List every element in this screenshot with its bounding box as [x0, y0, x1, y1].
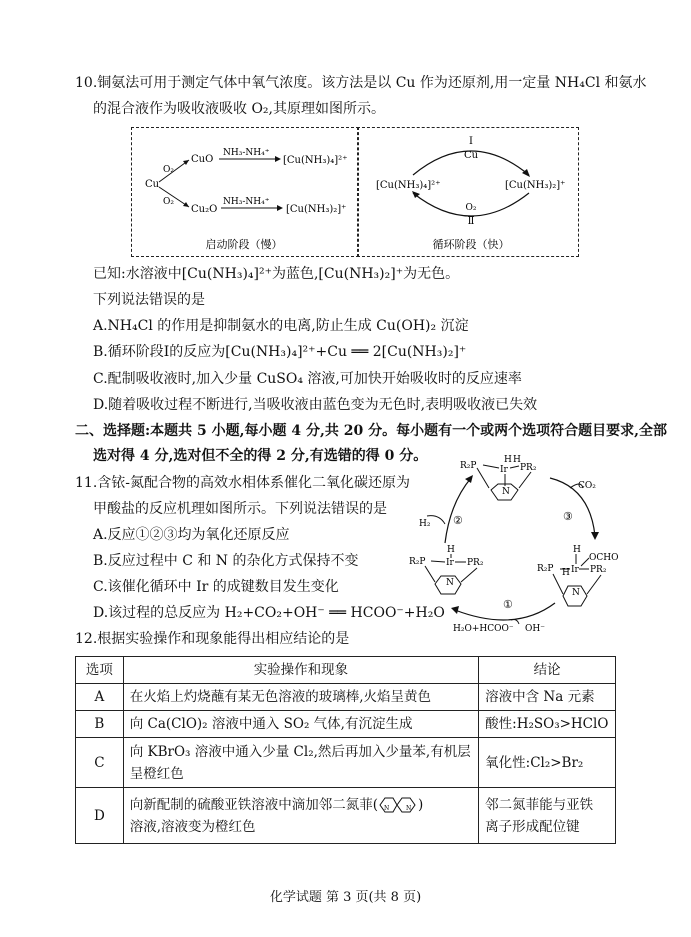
svg-text:H: H	[573, 545, 581, 555]
cu-label: Cu	[145, 179, 160, 190]
svg-text:PR₂: PR₂	[590, 565, 607, 575]
svg-text:PR₂: PR₂	[520, 463, 537, 473]
table-row: B 向 Ca(ClO)₂ 溶液中通入 SO₂ 气体,有沉淀生成 酸性:H₂SO₃>HClO	[76, 711, 616, 738]
q10-known-info: 已知:水溶液中[Cu(NH₃)₄]²⁺为蓝色,[Cu(NH₃)₂]⁺为无色。	[93, 266, 460, 282]
complex-left	[409, 545, 484, 594]
q10-option-a: A.NH₄Cl 的作用是抑制氨水的电离,防止生成 Cu(OH)₂ 沉淀	[93, 318, 469, 334]
q10-mechanism-diagram	[131, 127, 579, 257]
nh-label-top: NH₃-NH₄⁺	[223, 148, 270, 158]
q11-stem-line2: 甲酸盐的反应机理如图所示。下列说法错误的是	[93, 501, 387, 517]
cycle-cu-nh3-4: [Cu(NH₃)₄]²⁺	[376, 180, 441, 191]
q11-option-b: B.反应过程中 C 和 N 的杂化方式保持不变	[93, 553, 359, 569]
svg-text:Ir: Ir	[571, 565, 579, 575]
svg-text:H: H	[513, 455, 521, 465]
step3-marker: ③	[563, 510, 573, 523]
h2-label: H₂	[419, 519, 431, 529]
start-stage-caption: 启动阶段（慢）	[205, 238, 283, 251]
table-row: A 在火焰上灼烧蘸有某无色溶液的玻璃棒,火焰呈黄色 溶液中含 Na 元素	[76, 684, 616, 711]
co2-label: CO₂	[578, 481, 596, 491]
cu-nh3-2-complex: [Cu(NH₃)₂]⁺	[286, 204, 347, 215]
step1-marker: ①	[503, 598, 513, 611]
oh-label: OH⁻	[525, 624, 545, 634]
q11-catalytic-cycle-diagram	[405, 448, 620, 638]
o2-label-top: O₂	[163, 165, 174, 175]
phenanthroline-structure-icon	[378, 795, 418, 815]
svg-text:N: N	[502, 487, 510, 497]
cu2o-label: Cu₂O	[191, 204, 218, 215]
header-option: 选项	[76, 657, 124, 684]
arrow-step2	[445, 478, 471, 543]
cu-nh3-4-complex: [Cu(NH₃)₄]²⁺	[283, 155, 348, 166]
section2-heading-line1: 二、选择题:本题共 5 小题,每小题 4 分,共 20 分。每小题有一个或两个选项符合题目要求,全部	[75, 423, 667, 439]
header-operation: 实验操作和现象	[123, 657, 478, 684]
page-footer: 化学试题 第 3 页(共 8 页)	[269, 890, 422, 905]
section2-heading-line2: 选对得 4 分,选对但不全的得 2 分,有选错的得 0 分。	[93, 448, 428, 464]
cu-reagent: Cu	[463, 150, 479, 161]
q10-option-d: D.随着吸收过程不断进行,当吸收液由蓝色变为无色时,表明吸收液已失效	[93, 397, 538, 413]
svg-text:H: H	[447, 545, 455, 555]
svg-text:N: N	[384, 805, 390, 812]
complex-right	[537, 545, 619, 606]
q12-stem: 12.根据实验操作和现象能得出相应结论的是	[75, 631, 350, 647]
nh-label-bottom: NH₃-NH₄⁺	[223, 197, 270, 207]
svg-text:R₂P: R₂P	[460, 461, 477, 471]
table-row: D 向新配制的硫酸亚铁溶液中滴加邻二氮菲( N N ) 溶液,溶液变为橙红色 邻二氮菲能与亚铁 离子形成配位键	[76, 788, 616, 844]
svg-text:H: H	[504, 455, 512, 465]
q10-stem-line2: 的混合液作为吸收液吸收 O₂,其原理如图所示。	[93, 101, 385, 117]
q11-option-a: A.反应①②③均为氧化还原反应	[93, 527, 290, 543]
q11-stem-line1: 11.含铱-氮配合物的高效水相体系催化二氧化碳还原为	[75, 475, 410, 491]
q11-option-c: C.该催化循环中 Ir 的成键数目发生变化	[93, 579, 339, 595]
o2-reagent: O₂	[465, 203, 477, 213]
svg-text:OCHO: OCHO	[589, 553, 619, 563]
q10-ask: 下列说法错误的是	[93, 292, 205, 308]
svg-text:Ir: Ir	[446, 558, 454, 568]
q12-table	[75, 656, 616, 844]
cuo-label: CuO	[191, 154, 214, 165]
svg-text:N: N	[446, 578, 454, 588]
svg-text:N: N	[572, 588, 580, 598]
table-header-row	[76, 657, 616, 684]
o2-label-bottom: O₂	[163, 197, 174, 207]
svg-text:N: N	[406, 805, 412, 812]
products-label: H₂O+HCOO⁻	[453, 624, 514, 634]
q10-stem-line1: 10.铜氨法可用于测定气体中氧气浓度。该方法是以 Cu 作为还原剂,用一定量 NH₄Cl 和氨水	[75, 75, 647, 91]
table-row: C 向 KBrO₃ 溶液中通入少量 Cl₂,然后再加入少量苯,有机层 呈橙红色 氧化性:Cl₂>Br₂	[76, 738, 616, 788]
svg-text:R₂P: R₂P	[409, 557, 426, 567]
q10-option-c: C.配制吸收液时,加入少量 CuSO₄ 溶液,可加快开始吸收时的反应速率	[93, 371, 522, 387]
q11-option-d: D.该过程的总反应为 H₂+CO₂+OH⁻ ══ HCOO⁻+H₂O	[93, 605, 445, 621]
header-conclusion: 结论	[479, 657, 616, 684]
step2-marker: ②	[453, 514, 463, 527]
cycle-cu-nh3-2: [Cu(NH₃)₂]⁺	[505, 180, 566, 191]
svg-text:R₂P: R₂P	[537, 564, 554, 574]
svg-text:PR₂: PR₂	[467, 558, 484, 568]
q10-option-b: B.循环阶段Ⅰ的反应为[Cu(NH₃)₄]²⁺+Cu ══ 2[Cu(NH₃)₂]⁺	[93, 344, 467, 360]
svg-text:Ir: Ir	[500, 465, 508, 475]
roman-one: Ⅰ	[469, 136, 473, 147]
svg-text:H: H	[562, 568, 570, 578]
roman-two: Ⅱ	[467, 216, 475, 227]
cycle-stage-caption: 循环阶段（快）	[432, 238, 510, 251]
